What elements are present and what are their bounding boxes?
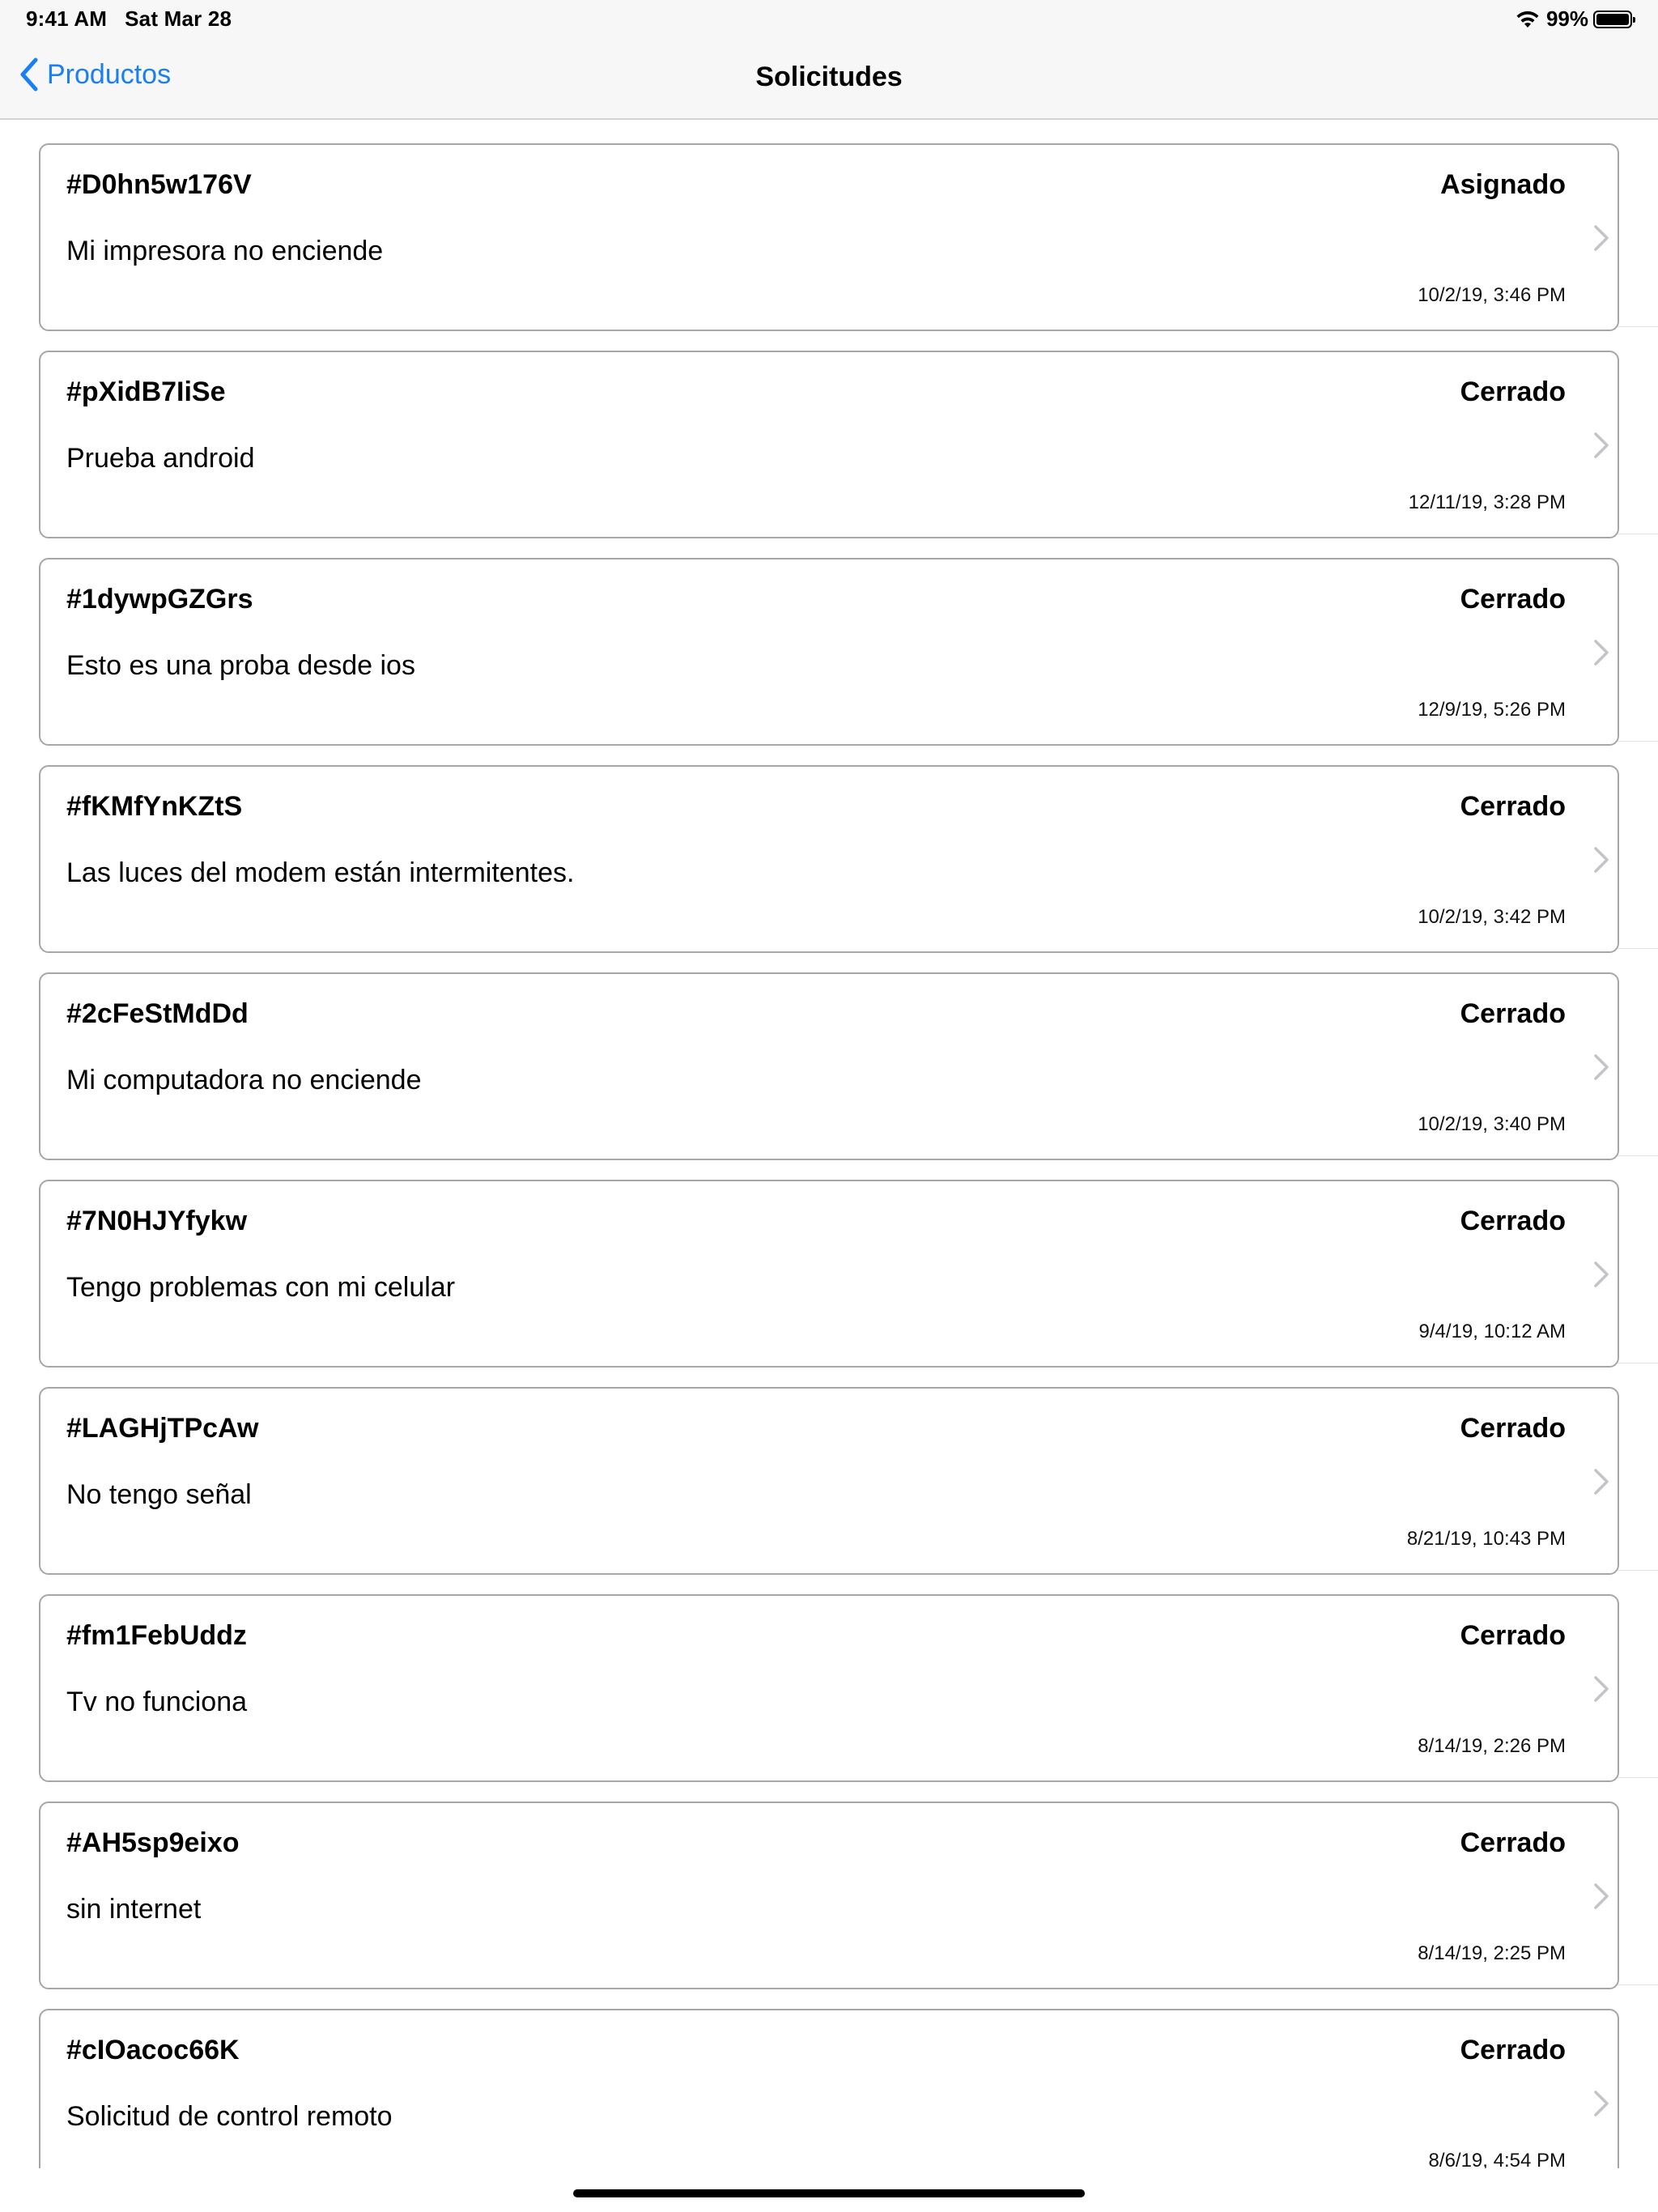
ticket-date: 12/11/19, 3:28 PM [1408,491,1566,513]
chevron-right-icon [1593,846,1609,874]
ticket-description: Solicitud de control remoto [66,2101,393,2132]
ticket-date: 12/9/19, 5:26 PM [1418,699,1566,721]
status-indicators [1516,6,1632,32]
battery-fill [1596,14,1629,25]
ticket-date: 8/6/19, 4:54 PM [1428,2150,1566,2168]
ticket-card[interactable] [39,765,1619,953]
chevron-right-icon [1593,1468,1609,1495]
list-item[interactable] [39,534,1658,742]
chevron-right-icon [1593,1882,1609,1910]
list-item[interactable] [39,949,1658,1156]
status-time: 9:41 AM [26,6,108,31]
ticket-card[interactable] [39,351,1619,538]
chevron-right-icon [1593,1675,1609,1703]
navigation-bar [0,37,1658,120]
ticket-id: #1dywpGZGrs [66,584,253,615]
ticket-description: Las luces del modem están intermitentes. [66,857,575,888]
battery-percent: 99% [1545,6,1588,31]
ticket-card[interactable] [39,1802,1619,1989]
ticket-card[interactable] [39,2009,1619,2168]
ticket-id: #fKMfYnKZtS [66,791,243,822]
ticket-date: 10/2/19, 3:42 PM [1418,906,1566,928]
status-time-date [26,6,232,32]
ticket-date: 8/21/19, 10:43 PM [1406,1528,1566,1550]
ticket-card[interactable] [39,1387,1619,1575]
ticket-id: #AH5sp9eixo [66,1827,240,1858]
ticket-description: sin internet [66,1894,202,1925]
battery-icon [1593,11,1632,28]
wifi-icon [1516,10,1540,29]
ticket-date: 8/14/19, 2:26 PM [1418,1735,1566,1757]
list-item[interactable] [39,1363,1658,1571]
chevron-right-icon [1593,1053,1609,1081]
ticket-status: Cerrado [1460,1620,1566,1651]
ticket-description: Mi computadora no enciende [66,1065,422,1095]
ticket-id: #cIOacoc66K [66,2035,240,2065]
ticket-status: Cerrado [1460,791,1566,822]
page-title: Solicitudes [755,62,903,92]
ticket-card[interactable] [39,972,1619,1160]
chevron-right-icon [1593,639,1609,666]
list-item[interactable] [39,1156,1658,1363]
ticket-id: #LAGHjTPcAw [66,1413,259,1444]
chevron-right-icon [1593,224,1609,252]
list-item[interactable] [39,1571,1658,1778]
list-item[interactable] [39,1778,1658,1985]
ticket-description: Prueba android [66,443,255,474]
ticket-description: Tengo problemas con mi celular [66,1272,456,1303]
home-indicator[interactable] [573,2189,1085,2197]
ticket-status: Asignado [1440,169,1566,200]
ticket-description: Tv no funciona [66,1687,248,1717]
ticket-card[interactable] [39,558,1619,746]
chevron-right-icon [1593,2090,1609,2117]
back-button-label: Productos [47,58,172,90]
ticket-date: 10/2/19, 3:46 PM [1418,284,1566,306]
ticket-id: #7N0HJYfykw [66,1206,248,1236]
status-date: Sat Mar 28 [125,6,232,31]
ticket-id: #2cFeStMdDd [66,998,249,1029]
ticket-status: Cerrado [1460,376,1566,407]
ticket-description: Mi impresora no enciende [66,236,384,266]
status-bar [0,0,1658,37]
ticket-id: #fm1FebUddz [66,1620,247,1651]
list-item[interactable] [39,742,1658,949]
list-item[interactable] [39,120,1658,327]
ticket-description: Esto es una proba desde ios [66,650,415,681]
ticket-status: Cerrado [1460,998,1566,1029]
ticket-id: #D0hn5w176V [66,169,252,200]
ticket-date: 9/4/19, 10:12 AM [1418,1321,1566,1342]
chevron-right-icon [1593,1261,1609,1288]
ticket-status: Cerrado [1460,2035,1566,2065]
ticket-description: No tengo señal [66,1479,252,1510]
ticket-card[interactable] [39,143,1619,331]
ticket-card[interactable] [39,1594,1619,1782]
ticket-status: Cerrado [1460,1206,1566,1236]
chevron-right-icon [1593,432,1609,459]
ticket-card[interactable] [39,1180,1619,1368]
ticket-status: Cerrado [1460,584,1566,615]
list-item[interactable] [39,327,1658,534]
ticket-date: 8/14/19, 2:25 PM [1418,1942,1566,1964]
ticket-status: Cerrado [1460,1413,1566,1444]
ticket-status: Cerrado [1460,1827,1566,1858]
ticket-id: #pXidB7IiSe [66,376,226,407]
ticket-list[interactable] [0,120,1658,2168]
list-item[interactable] [39,1985,1658,2168]
ticket-date: 10/2/19, 3:40 PM [1418,1113,1566,1135]
